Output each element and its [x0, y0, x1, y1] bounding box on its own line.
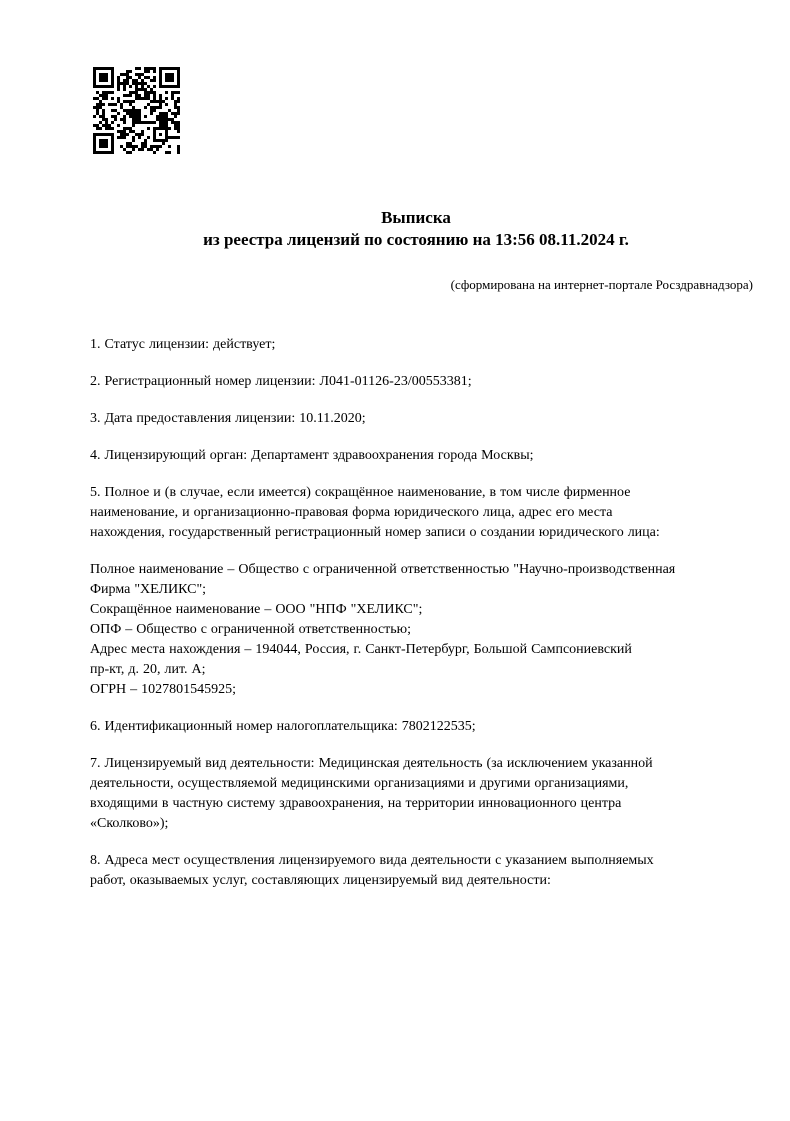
document-title [90, 207, 742, 251]
qr-code-image [93, 67, 180, 154]
title-line-2: из реестра лицензий по состоянию на 13:56 08.11.2024 г. [203, 230, 629, 249]
document-paragraph: 1. Статус лицензии: действует; [90, 337, 276, 352]
document-paragraph: 6. Идентификационный номер налогоплательщика: 7802122535; [90, 719, 476, 734]
document-paragraph: 2. Регистрационный номер лицензии: Л041-01126-23/00553381; [90, 374, 472, 389]
document-paragraph: Полное наименование – Общество с ограниченной ответственностью "Научно-производственная Фирма "ХЕЛИКС"; Сокращённое наименование – ООО "НПФ "ХЕЛИКС"; ОПФ – Общество с ограниченной ответственностью; Адрес места нахождения – 194044, Россия, г. Санкт-Петербург, Большой Сампсониевский пр-кт, д. 20, лит. А; ОГРН – 1027801545925; [90, 562, 676, 697]
document-paragraph: 7. Лицензируемый вид деятельности: Медицинская деятельность (за исключением указанной деятельности, осуществляемой медицинскими организациями и другими организациями, входящими в частную систему здравоохранения, на территории инновационного центра «Сколково»); [90, 756, 653, 831]
document-page [0, 67, 790, 1121]
document-subtitle: (сформирована на интернет-портале Росздравнадзора) [450, 277, 753, 292]
qr-code-icon [93, 67, 180, 154]
document-paragraph: 8. Адреса мест осуществления лицензируемого вида деятельности с указанием выполняемых работ, оказываемых услуг, составляющих лицензируемый вид деятельности: [90, 853, 654, 888]
document-paragraph: 4. Лицензирующий орган: Департамент здравоохранения города Москвы; [90, 448, 534, 463]
document-body [90, 335, 742, 891]
title-line-1: Выписка [381, 208, 451, 227]
document-paragraph: 3. Дата предоставления лицензии: 10.11.2020; [90, 411, 366, 426]
document-paragraph: 5. Полное и (в случае, если имеется) сокращённое наименование, в том числе фирменное наименование, и организационно-правовая форма юридического лица, адрес его места нахождения, государственный регистрационный номер записи о создании юридического лица: [90, 485, 660, 540]
